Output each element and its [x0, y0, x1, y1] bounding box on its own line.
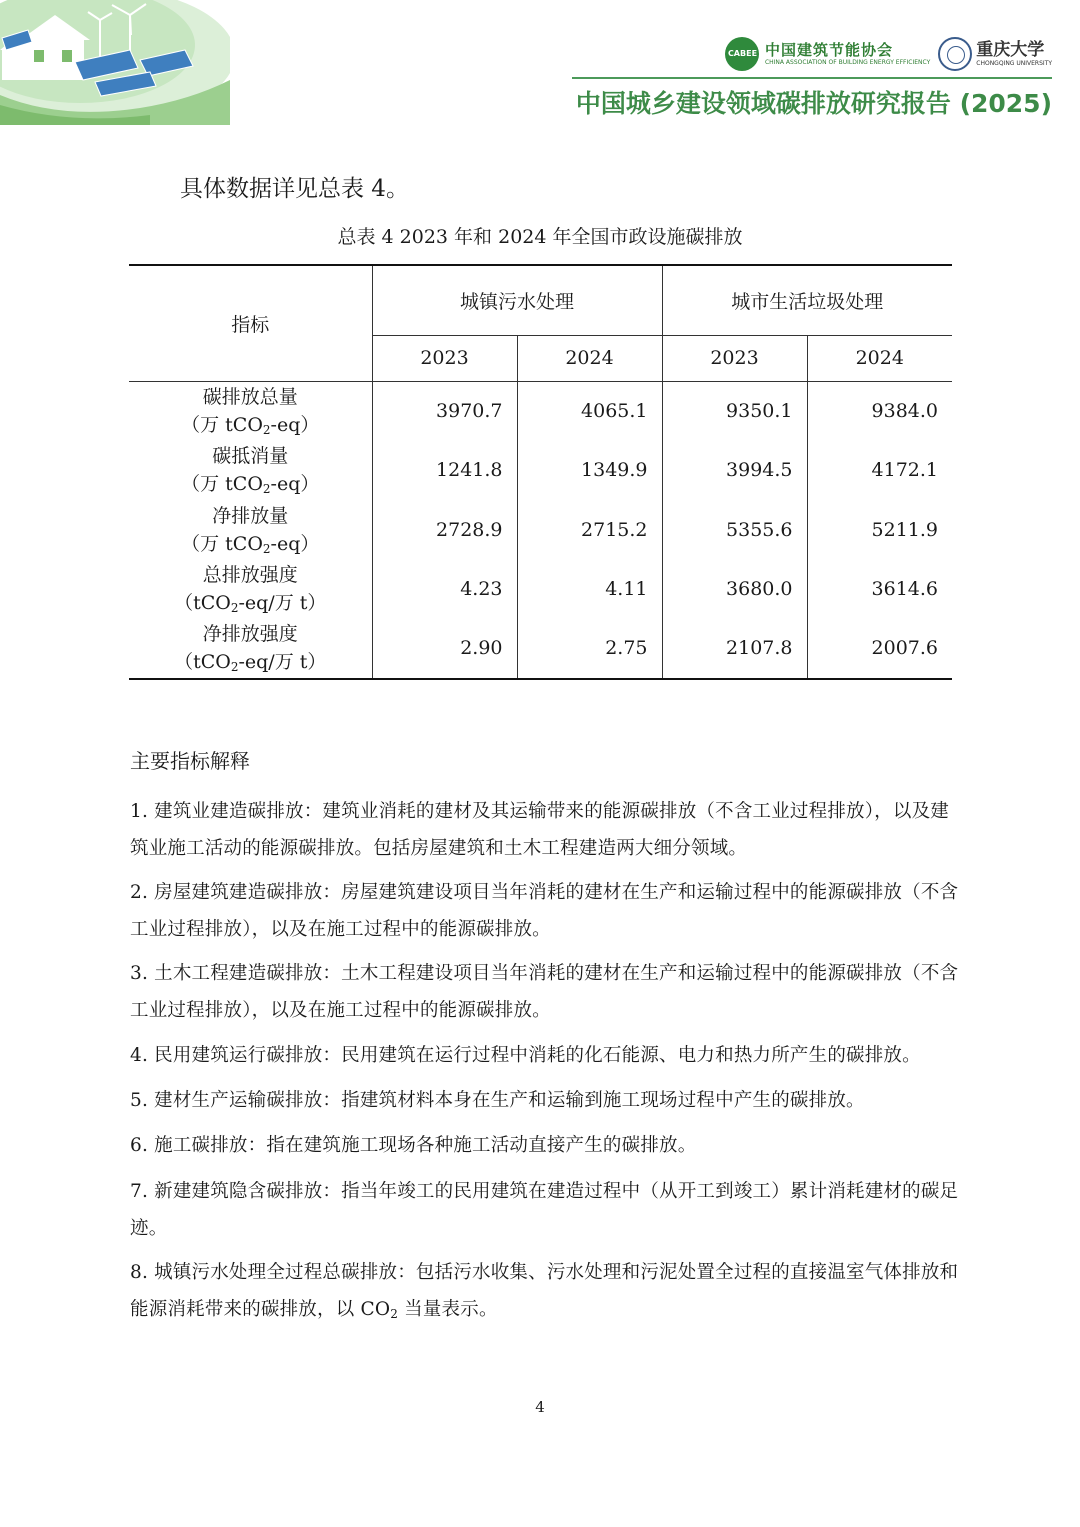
value-cell: 5355.6: [662, 500, 807, 560]
indicator-cell: [129, 441, 372, 501]
value-cell: 2.75: [517, 619, 662, 679]
definition-item: 5. 建材生产运输碳排放：指建筑材料本身在生产和运输到施工现场过程中产生的碳排放。: [130, 1090, 865, 1111]
cabee-emblem-icon: CABEE: [725, 37, 759, 71]
page-number: 4: [535, 1398, 545, 1416]
indicator-name: 碳抵消量: [212, 445, 289, 468]
indicator-cell: [129, 381, 372, 441]
header-logos: [725, 34, 1052, 74]
definitions-title: 主要指标解释: [130, 749, 250, 773]
indicator-cell: [129, 619, 372, 679]
value-cell: 9384.0: [807, 381, 952, 441]
lead-paragraph: 具体数据详见总表 4。: [180, 176, 409, 202]
indicator-unit: （万 tCO$_2$-eq）: [181, 473, 320, 497]
value-cell: 5211.9: [807, 500, 952, 560]
definition-item: 8. 城镇污水处理全过程总碳排放：包括污水收集、污水处理和污泥处置全过程的直接温室气体排放和能源消耗带来的碳排放，以 $CO_2$ 当量表示。: [130, 1262, 959, 1321]
value-cell: 1349.9: [517, 441, 662, 501]
indicator-cell: [129, 560, 372, 620]
cabee-name-en: CHINA ASSOCIATION OF BUILDING ENERGY EFFICIENCY: [764, 58, 931, 66]
table-row: [129, 381, 952, 441]
indicator-name: 净排放强度: [202, 623, 298, 646]
group-header-garbage: 城市生活垃圾处理: [662, 265, 952, 335]
definition-item: 1. 建筑业建造碳排放：建筑业消耗的建材及其运输带来的能源碳排放（不含工业过程排放），以及建筑业施工活动的能源碳排放。包括房屋建筑和土木工程建造两大细分领域。: [130, 801, 949, 859]
cqu-logo: [938, 37, 1052, 71]
value-cell: 2107.8: [662, 619, 807, 679]
value-cell: 4.23: [372, 560, 517, 620]
indicator-unit: （万 tCO$_2$-eq）: [181, 532, 320, 556]
table-header-row-groups: [129, 265, 952, 335]
value-cell: 2715.2: [517, 500, 662, 560]
year-header: 2023: [662, 335, 807, 381]
cqu-name-en: CHONGQING UNIVERSITY: [976, 59, 1052, 67]
group-header-sewage: 城镇污水处理: [372, 265, 662, 335]
report-title: 中国城乡建设领域碳排放研究报告 (2025): [575, 89, 1052, 118]
value-cell: 2728.9: [372, 500, 517, 560]
value-cell: 4172.1: [807, 441, 952, 501]
header-divider: [572, 77, 1052, 79]
value-cell: 3994.5: [662, 441, 807, 501]
definition-item: 7. 新建建筑隐含碳排放：指当年竣工的民用建筑在建造过程中（从开工到竣工）累计消耗建材的碳足迹。: [130, 1181, 959, 1239]
definition-item: 4. 民用建筑运行碳排放：民用建筑在运行过程中消耗的化石能源、电力和热力所产生的碳排放。: [130, 1045, 921, 1066]
definition-item: 3. 土木工程建造碳排放：土木工程建设项目当年消耗的建材在生产和运输过程中的能源碳排放（不含工业过程排放），以及在施工过程中的能源碳排放。: [130, 963, 959, 1021]
year-header: 2024: [807, 335, 952, 381]
value-cell: 1241.8: [372, 441, 517, 501]
year-header: 2023: [372, 335, 517, 381]
table-row: [129, 500, 952, 560]
indicator-unit: （tCO$_2$-eq/万 t）: [174, 592, 327, 616]
value-cell: 2.90: [372, 619, 517, 679]
value-cell: 4065.1: [517, 381, 662, 441]
cqu-seal-icon: [938, 37, 972, 71]
table-row: [129, 619, 952, 679]
definition-item: 6. 施工碳排放：指在建筑施工现场各种施工活动直接产生的碳排放。: [130, 1135, 697, 1156]
year-header: 2024: [517, 335, 662, 381]
value-cell: 3970.7: [372, 381, 517, 441]
carbon-emission-table: [129, 264, 952, 680]
value-cell: 4.11: [517, 560, 662, 620]
indicator-cell: [129, 500, 372, 560]
header-illustration: [0, 0, 230, 125]
indicator-name: 净排放量: [212, 504, 289, 527]
definition-item: 2. 房屋建筑建造碳排放：房屋建筑建设项目当年消耗的建材在生产和运输过程中的能源碳排放（不含工业过程排放），以及在施工过程中的能源碳排放。: [130, 882, 959, 940]
indicator-unit: （万 tCO$_2$-eq）: [181, 414, 320, 437]
value-cell: 9350.1: [662, 381, 807, 441]
indicator-name: 总排放强度: [202, 564, 298, 587]
cabee-logo: [725, 37, 930, 71]
indicator-header: 指标: [129, 265, 372, 381]
indicator-name: 碳排放总量: [202, 386, 298, 408]
indicator-unit: （tCO$_2$-eq/万 t）: [174, 651, 327, 675]
value-cell: 3680.0: [662, 560, 807, 620]
table-caption: 总表 4 2023 年和 2024 年全国市政设施碳排放: [337, 226, 743, 248]
table-row: [129, 441, 952, 501]
cabee-name-cn: 中国建筑节能协会: [764, 40, 893, 59]
table-row: [129, 560, 952, 620]
cqu-name-cn: 重庆大学: [976, 39, 1045, 60]
value-cell: 2007.6: [807, 619, 952, 679]
value-cell: 3614.6: [807, 560, 952, 620]
